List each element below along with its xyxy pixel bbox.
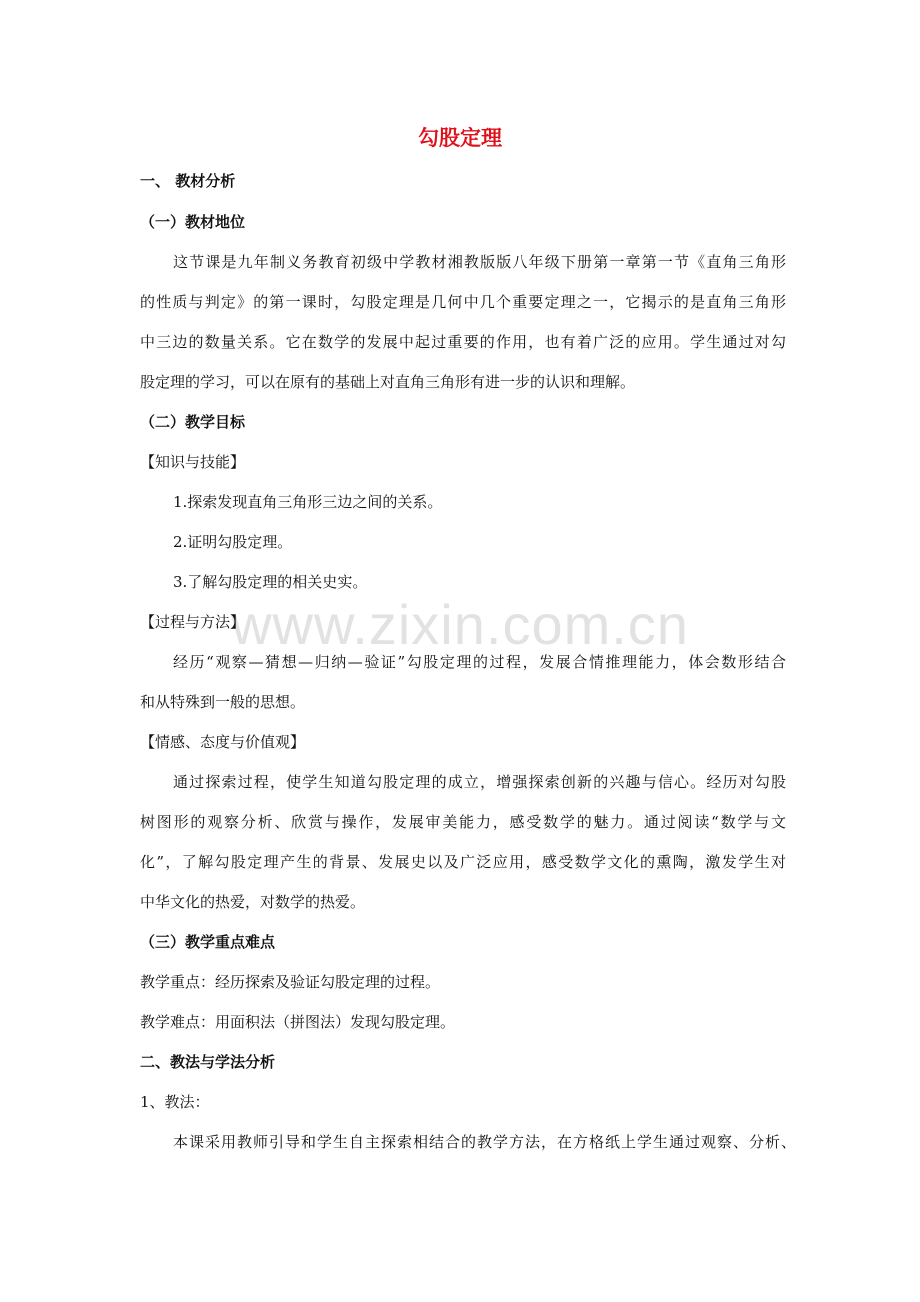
- section-2-1-heading: 1、教法：: [140, 1093, 210, 1111]
- difficult-point: 教学难点：用面积法（拼图法）发现勾股定理。: [140, 1013, 456, 1031]
- paragraph-line: 股定理的学习，可以在原有的基础上对直角三角形有进一步的认识和理解。: [140, 373, 636, 391]
- list-item: 1.探索发现直角三角形三边之间的关系。: [173, 493, 443, 511]
- paragraph-line: 本课采用教师引导和学生自主探索相结合的教学方法，在方格纸上学生通过观察、分析、: [173, 1133, 796, 1151]
- process-heading: 【过程与方法】: [140, 613, 246, 631]
- key-point: 教学重点：经历探索及验证勾股定理的过程。: [140, 973, 441, 991]
- paragraph-line: 树图形的观察分析、欣赏与操作，发展审美能力，感受数学的魅力。通过阅读“数学与文: [140, 813, 786, 831]
- emotion-heading: 【情感、态度与价值观】: [140, 733, 306, 751]
- paragraph-line: 和从特殊到一般的思想。: [140, 693, 306, 711]
- paragraph-line: 的性质与判定》的第一课时，勾股定理是几何中几个重要定理之一，它揭示的是直角三角形: [140, 293, 786, 311]
- section-2-heading: 二、教法与学法分析: [140, 1053, 276, 1071]
- paragraph-line: 中三边的数量关系。它在数学的发展中起过重要的作用，也有着广泛的应用。学生通过对勾: [140, 333, 786, 351]
- paragraph-line: 化”，了解勾股定理产生的背景、发展史以及广泛应用，感受数学文化的熏陶，激发学生对: [140, 853, 786, 871]
- paragraph-line: 经历“观察—猜想—归纳—验证”勾股定理的过程，发展合情推理能力，体会数形结合: [173, 653, 786, 671]
- section-1-heading: 一、 教材分析: [140, 172, 236, 190]
- list-item: 3.了解勾股定理的相关史实。: [173, 573, 368, 591]
- list-item: 2.证明勾股定理。: [173, 533, 293, 551]
- page-title: 勾股定理: [418, 125, 502, 150]
- paragraph-line: 这节课是九年制义务教育初级中学教材湘教版版八年级下册第一章第一节《直角三角形: [173, 253, 786, 271]
- watermark: www.zixin.com.cn: [231, 593, 689, 656]
- section-1-3-heading: （三）教学重点难点: [140, 933, 276, 951]
- section-1-1-heading: （一）教材地位: [140, 213, 246, 231]
- knowledge-heading: 【知识与技能】: [140, 453, 246, 471]
- section-1-2-heading: （二）教学目标: [140, 413, 246, 431]
- paragraph-line: 通过探索过程，使学生知道勾股定理的成立，增强探索创新的兴趣与信心。经历对勾股: [173, 773, 786, 791]
- paragraph-line: 中华文化的热爱，对数学的热爱。: [140, 893, 366, 911]
